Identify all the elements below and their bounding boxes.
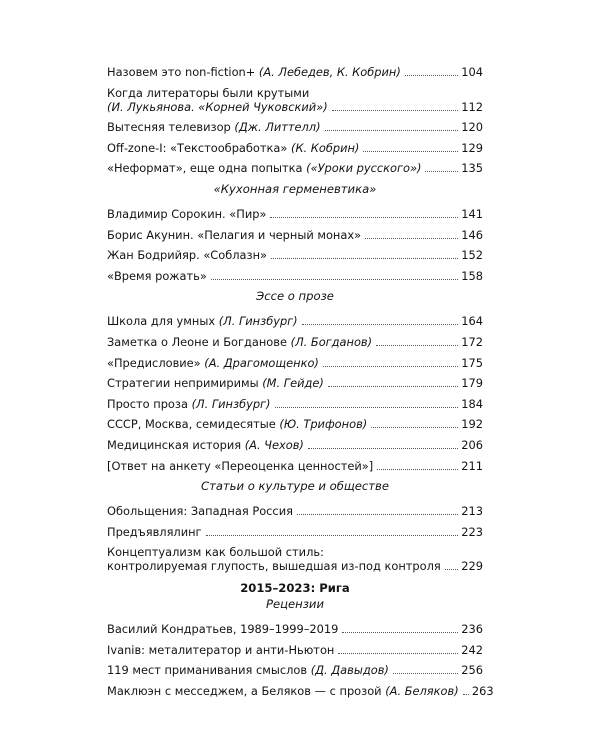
toc-entry <box>107 684 494 699</box>
dot-leader <box>325 121 458 131</box>
toc-entry <box>107 438 483 452</box>
dot-leader <box>376 336 458 346</box>
entry-title: Стратегии непримиримы <box>107 376 263 391</box>
entry-page-number: 211 <box>461 458 483 473</box>
entry-author: (Л. Гинзбург) <box>218 314 298 329</box>
entry-title: Школа для умных <box>107 314 219 329</box>
toc-entry <box>107 356 483 370</box>
entry-author: (Д. Давыдов) <box>310 663 389 678</box>
toc-entry <box>107 504 483 518</box>
entry-page-number: 164 <box>461 314 483 329</box>
dot-leader <box>463 685 469 695</box>
year-heading: 2015–2023: Рига <box>240 581 350 596</box>
entry-author: (А. Чехов) <box>244 437 304 452</box>
entry-title: 119 мест приманивания смыслов <box>107 663 311 678</box>
dot-leader <box>425 162 458 172</box>
dot-leader <box>308 439 458 449</box>
entry-page-number: 206 <box>461 437 483 452</box>
entry-title: Обольщения: Западная Россия <box>107 504 293 519</box>
entry-page-number: 184 <box>461 396 483 411</box>
entry-page-number: 236 <box>461 622 483 637</box>
dot-leader <box>275 398 459 408</box>
entry-title: Предъявлялинг <box>107 524 202 539</box>
entry-author: (И. Лукьянова. «Корней Чуковский») <box>107 99 328 114</box>
toc-entry <box>107 248 483 262</box>
entry-page-number: 179 <box>461 376 483 391</box>
dot-leader <box>206 526 458 536</box>
entry-title: Когда литераторы были крутыми <box>107 85 310 100</box>
entry-title: Назовем это non-fiction+ <box>107 65 259 79</box>
entry-author: (К. Кобрин) <box>291 140 360 155</box>
entry-title: [Ответ на анкету «Переоценка ценностей»] <box>107 458 374 473</box>
dot-leader <box>211 270 458 280</box>
entry-page-number: 172 <box>461 334 483 349</box>
entry-author: (Дж. Литтелл) <box>234 120 321 135</box>
entry-page-number: 242 <box>461 642 483 657</box>
toc-entry <box>107 622 483 636</box>
entry-page-number: 104 <box>461 65 483 79</box>
toc-entry <box>107 86 483 114</box>
entry-page-number: 152 <box>461 248 483 263</box>
dot-leader <box>270 208 458 218</box>
section-heading: «Кухонная герменевтика» <box>213 181 377 196</box>
toc-entry <box>107 314 483 328</box>
toc-entry <box>107 663 483 677</box>
entry-page-number: 223 <box>461 524 483 539</box>
entry-title: «Неформат», еще одна попытка <box>107 161 307 176</box>
entry-page-number: 175 <box>461 355 483 370</box>
entry-title: Владимир Сорокин. «Пир» <box>107 206 267 221</box>
dot-leader <box>445 560 458 570</box>
toc-entry <box>107 207 483 221</box>
dot-leader <box>393 664 458 674</box>
dot-leader <box>371 418 458 428</box>
entry-title: Off-zone-I: «Текстообработка» <box>107 140 291 155</box>
entry-title: Жан Бодрийяр. «Соблазн» <box>107 248 267 263</box>
entry-author: (А. Драгомощенко) <box>204 355 319 370</box>
entry-title: Василий Кондратьев, 1989–1999–2019 <box>107 622 339 637</box>
dot-leader <box>297 505 458 515</box>
dot-leader <box>377 460 458 470</box>
entry-page-number: 120 <box>461 120 483 135</box>
entry-title-continued: контролируемая глупость, вышедшая из-под контроля <box>107 559 441 574</box>
section-heading: Статьи о культуре и обществе <box>200 479 390 494</box>
entry-author: (Ю. Трифонов) <box>279 417 368 432</box>
toc-entry <box>107 120 483 134</box>
toc-entry <box>107 397 483 411</box>
entry-author: (Л. Гинзбург) <box>191 396 271 411</box>
entry-page-number: 213 <box>461 504 483 519</box>
entry-author: (А. Лебедев, К. Кобрин) <box>258 65 401 79</box>
section-heading: Рецензии <box>266 597 324 612</box>
entry-page-number: 129 <box>461 140 483 155</box>
entry-page-number: 192 <box>461 417 483 432</box>
toc-entry <box>107 545 483 573</box>
dot-leader <box>338 644 458 654</box>
dot-leader <box>328 377 458 387</box>
entry-title: Маклюэн с месседжем, а Беляков — с прозой <box>107 684 386 699</box>
entry-page-number: 256 <box>461 663 483 678</box>
section-heading: Эссе о прозе <box>256 289 334 304</box>
entry-title: «Время рожать» <box>107 268 207 283</box>
toc-entry <box>107 65 483 79</box>
entry-author: (М. Гейде) <box>262 376 324 391</box>
toc-entry <box>107 269 483 283</box>
dot-leader <box>332 101 458 111</box>
dot-leader <box>271 249 458 259</box>
toc-entry <box>107 643 483 657</box>
entry-title: Просто проза <box>107 396 192 411</box>
entry-author: (А. Беляков) <box>385 684 459 699</box>
entry-page-number: 141 <box>461 206 483 221</box>
toc-entry <box>107 417 483 431</box>
dot-leader <box>405 66 458 76</box>
entry-title: Медицинская история <box>107 437 245 452</box>
entry-title: Ivanів: металитератор и анти-Ньютон <box>107 642 335 657</box>
entry-title: «Предисловие» <box>107 355 205 370</box>
entry-page-number: 229 <box>461 559 483 574</box>
entry-title: Заметка о Леоне и Богданове <box>107 334 291 349</box>
dot-leader <box>363 142 458 152</box>
toc-entry <box>107 335 483 349</box>
toc-entry <box>107 525 483 539</box>
toc-entry <box>107 228 483 242</box>
toc-entry <box>107 161 483 175</box>
entry-title: Концептуализм как большой стиль: <box>107 545 324 560</box>
table-of-contents <box>107 65 494 705</box>
entry-page-number: 146 <box>461 227 483 242</box>
entry-author: («Уроки русского») <box>306 161 422 176</box>
dot-leader <box>342 623 458 633</box>
entry-title: Борис Акунин. «Пелагия и черный монах» <box>107 227 362 242</box>
entry-page-number: 135 <box>461 161 483 176</box>
toc-entry <box>107 376 483 390</box>
toc-entry <box>107 141 483 155</box>
toc-entry <box>107 459 483 473</box>
dot-leader <box>302 315 458 325</box>
entry-page-number: 158 <box>461 268 483 283</box>
dot-leader <box>323 357 458 367</box>
entry-author: (Л. Богданов) <box>290 334 373 349</box>
entry-title: СССР, Москва, семидесятые <box>107 417 280 432</box>
entry-page-number: 112 <box>461 99 483 114</box>
entry-page-number: 263 <box>471 684 494 699</box>
dot-leader <box>365 229 458 239</box>
entry-title: Вытесняя телевизор <box>107 120 235 135</box>
